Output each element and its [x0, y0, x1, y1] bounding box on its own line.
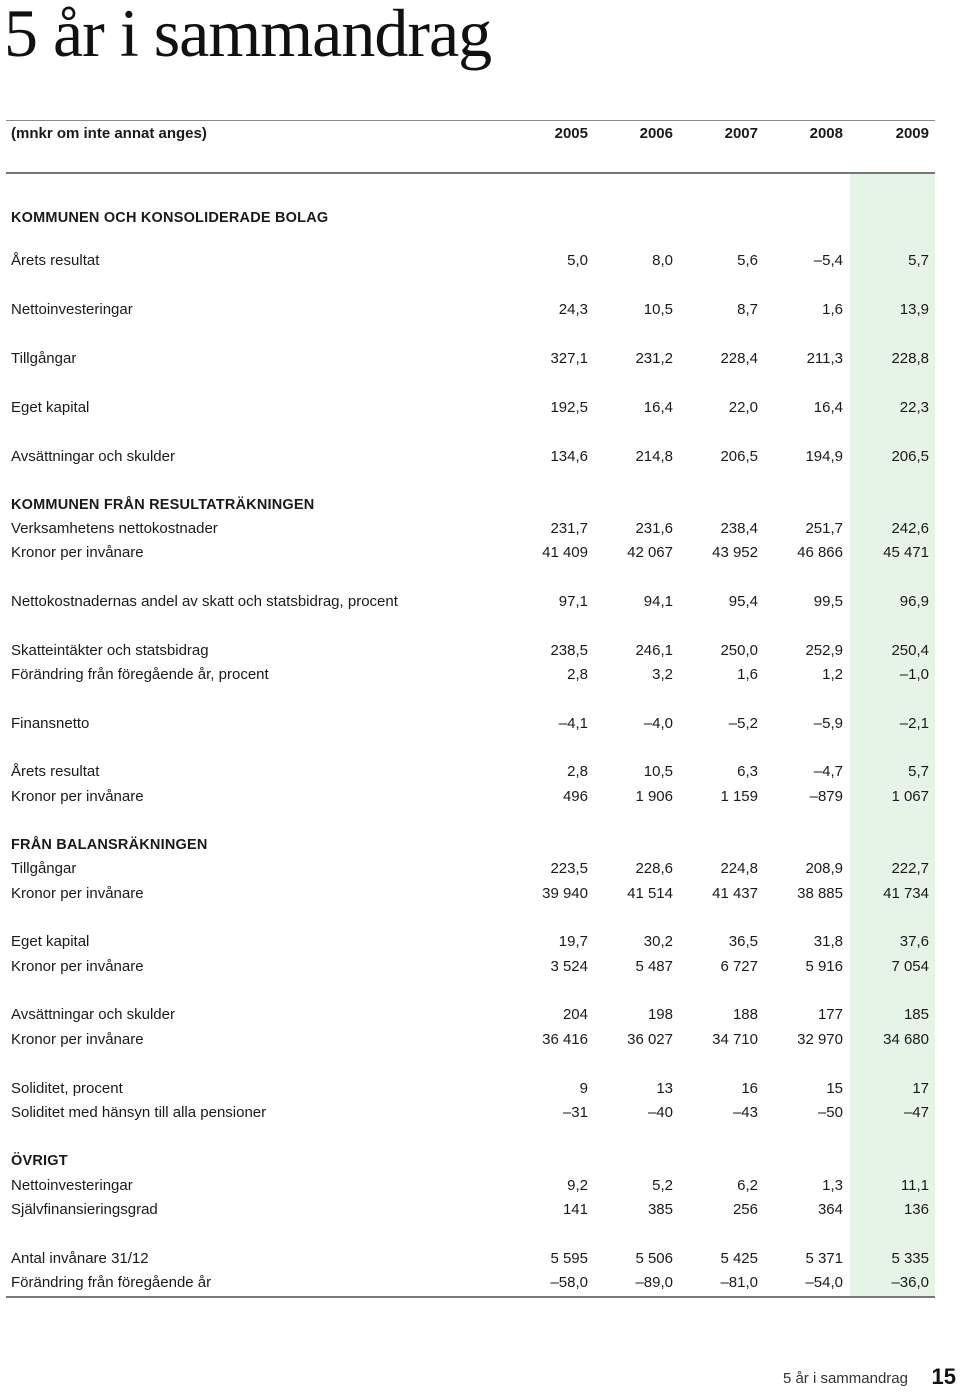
cell-value-2008: 251,7	[805, 520, 843, 537]
cell-value-2008: 99,5	[813, 593, 843, 610]
cell-value-2008: 38 885	[797, 885, 843, 902]
table-row	[6, 639, 935, 663]
cell-value-2009: 22,3	[899, 399, 929, 416]
row-label: Eget kapital	[11, 399, 90, 416]
cell-value-2008: 32 970	[797, 1031, 843, 1048]
cell-value-2007: 1,6	[737, 666, 758, 683]
table-row	[6, 1247, 935, 1271]
page-footer	[660, 1364, 960, 1394]
cell-value-2006: 5 506	[635, 1250, 673, 1267]
table-row	[6, 930, 935, 954]
table-header-rule	[6, 172, 935, 174]
cell-value-2005: 231,7	[550, 520, 588, 537]
cell-value-2007: 1 159	[720, 788, 758, 805]
cell-value-2006: 231,2	[635, 350, 673, 367]
cell-value-2007: 95,4	[728, 593, 758, 610]
row-label: Förändring från föregående år	[11, 1274, 212, 1291]
table-row	[6, 590, 935, 614]
cell-value-2006: –40	[647, 1104, 673, 1121]
table-row	[6, 882, 935, 906]
cell-value-2009: 45 471	[883, 544, 929, 561]
row-label: Nettoinvesteringar	[11, 301, 133, 318]
cell-value-2006: 94,1	[643, 593, 673, 610]
cell-value-2005: 2,8	[567, 763, 588, 780]
cell-value-2008: 46 866	[797, 544, 843, 561]
cell-value-2006: 16,4	[643, 399, 673, 416]
row-label: Kronor per invånare	[11, 788, 144, 805]
cell-value-2009: 41 734	[883, 885, 929, 902]
cell-value-2007: –81,0	[720, 1274, 758, 1291]
cell-value-2005: 97,1	[558, 593, 588, 610]
cell-value-2006: 10,5	[643, 763, 673, 780]
cell-value-2006: 42 067	[627, 544, 673, 561]
cell-value-2007: 224,8	[720, 860, 758, 877]
cell-value-2006: 214,8	[635, 448, 673, 465]
table-row	[6, 396, 935, 420]
cell-value-2005: 2,8	[567, 666, 588, 683]
table-row	[6, 785, 935, 809]
row-label: Nettokostnadernas andel av skatt och statsbidrag, procent	[11, 593, 398, 610]
cell-value-2005: –58,0	[550, 1274, 588, 1291]
cell-value-2006: 3,2	[652, 666, 673, 683]
cell-value-2009: 5,7	[908, 252, 929, 269]
cell-value-2006: 13	[656, 1080, 673, 1097]
cell-value-2005: 327,1	[550, 350, 588, 367]
table-row	[6, 298, 935, 322]
cell-value-2008: 5 371	[805, 1250, 843, 1267]
cell-value-2005: 41 409	[542, 544, 588, 561]
cell-value-2007: 238,4	[720, 520, 758, 537]
cell-value-2006: –89,0	[635, 1274, 673, 1291]
row-label: Årets resultat	[11, 763, 100, 780]
cell-value-2005: 39 940	[542, 885, 588, 902]
cell-value-2007: 36,5	[728, 933, 758, 950]
cell-value-2007: 22,0	[728, 399, 758, 416]
cell-value-2009: –47	[903, 1104, 929, 1121]
cell-value-2009: 96,9	[899, 593, 929, 610]
page-title: 5 år i sammandrag	[4, 0, 492, 71]
cell-value-2005: 5 595	[550, 1250, 588, 1267]
table-header-row	[6, 122, 935, 146]
cell-value-2009: 242,6	[891, 520, 929, 537]
row-label: Verksamhetens nettokostnader	[11, 520, 218, 537]
cell-value-2008: 1,2	[822, 666, 843, 683]
cell-value-2008: –50	[817, 1104, 843, 1121]
table-row	[6, 760, 935, 784]
cell-value-2005: 24,3	[558, 301, 588, 318]
table-bottom-rule	[6, 1296, 935, 1298]
row-label: Kronor per invånare	[11, 958, 144, 975]
cell-value-2006: 385	[647, 1201, 673, 1218]
table-row	[6, 1271, 935, 1295]
row-label: Antal invånare 31/12	[11, 1250, 149, 1267]
cell-value-2008: –5,9	[813, 715, 843, 732]
cell-value-2008: 211,3	[806, 350, 843, 367]
page-number: 15	[931, 1364, 956, 1389]
cell-value-2007: 250,0	[720, 642, 758, 659]
cell-value-2007: 43 952	[712, 544, 758, 561]
cell-value-2006: 246,1	[635, 642, 673, 659]
cell-value-2008: 1,3	[822, 1177, 843, 1194]
cell-value-2006: 8,0	[652, 252, 673, 269]
row-label: Eget kapital	[11, 933, 90, 950]
row-label: Årets resultat	[11, 252, 100, 269]
cell-value-2009: 222,7	[891, 860, 929, 877]
table-row	[6, 955, 935, 979]
cell-value-2005: 134,6	[550, 448, 588, 465]
cell-value-2007: 256	[732, 1201, 758, 1218]
cell-value-2005: 238,5	[550, 642, 588, 659]
row-label: Tillgångar	[11, 860, 77, 877]
year-header: 2005	[554, 125, 588, 142]
cell-value-2005: 19,7	[558, 933, 588, 950]
cell-value-2008: 1,6	[822, 301, 843, 318]
row-label: Skatteintäkter och statsbidrag	[11, 642, 209, 659]
year-header: 2007	[724, 125, 758, 142]
cell-value-2009: 228,8	[891, 350, 929, 367]
cell-value-2007: 188	[732, 1006, 758, 1023]
cell-value-2009: 17	[912, 1080, 929, 1097]
cell-value-2008: 208,9	[805, 860, 843, 877]
cell-value-2007: 6 727	[720, 958, 758, 975]
cell-value-2005: 3 524	[550, 958, 588, 975]
unit-label: (mnkr om inte annat anges)	[11, 125, 207, 142]
table-row	[6, 347, 935, 371]
cell-value-2005: 9	[579, 1080, 588, 1097]
cell-value-2005: 192,5	[550, 399, 588, 416]
cell-value-2009: 1 067	[891, 788, 929, 805]
cell-value-2009: 11,1	[900, 1177, 929, 1194]
cell-value-2006: 5,2	[652, 1177, 673, 1194]
row-label: Soliditet, procent	[11, 1080, 123, 1097]
row-label: Avsättningar och skulder	[11, 1006, 175, 1023]
cell-value-2005: 141	[562, 1201, 588, 1218]
row-label: Nettoinvesteringar	[11, 1177, 133, 1194]
cell-value-2008: 177	[817, 1006, 843, 1023]
cell-value-2009: 206,5	[891, 448, 929, 465]
cell-value-2009: 13,9	[899, 301, 929, 318]
cell-value-2009: 5 335	[891, 1250, 929, 1267]
cell-value-2009: 136	[903, 1201, 929, 1218]
cell-value-2009: 37,6	[899, 933, 929, 950]
cell-value-2007: 5 425	[720, 1250, 758, 1267]
table-row	[6, 517, 935, 541]
table-row	[6, 663, 935, 687]
cell-value-2005: 496	[562, 788, 588, 805]
cell-value-2007: 8,7	[737, 301, 758, 318]
cell-value-2008: –4,7	[813, 763, 843, 780]
cell-value-2008: 15	[826, 1080, 843, 1097]
year-header: 2006	[639, 125, 673, 142]
summary-table	[6, 120, 935, 1298]
table-row	[6, 445, 935, 469]
table-row	[6, 712, 935, 736]
cell-value-2006: 30,2	[643, 933, 673, 950]
cell-value-2005: 9,2	[567, 1177, 588, 1194]
cell-value-2008: 5 916	[805, 958, 843, 975]
cell-value-2007: 34 710	[712, 1031, 758, 1048]
cell-value-2009: 185	[903, 1006, 929, 1023]
cell-value-2007: 41 437	[712, 885, 758, 902]
cell-value-2008: 16,4	[813, 399, 843, 416]
row-label: Finansnetto	[11, 715, 90, 732]
cell-value-2007: 5,6	[737, 252, 758, 269]
cell-value-2007: 6,3	[737, 763, 758, 780]
table-row	[6, 1174, 935, 1198]
cell-value-2009: 250,4	[891, 642, 929, 659]
cell-value-2008: 31,8	[813, 933, 843, 950]
cell-value-2008: 364	[817, 1201, 843, 1218]
cell-value-2008: 252,9	[805, 642, 843, 659]
cell-value-2007: 6,2	[737, 1177, 758, 1194]
cell-value-2007: 16	[741, 1080, 758, 1097]
cell-value-2008: 194,9	[805, 448, 843, 465]
footer-section-label: 5 år i sammandrag	[782, 1370, 908, 1387]
cell-value-2006: 41 514	[627, 885, 673, 902]
table-top-rule	[6, 120, 935, 121]
section-heading: ÖVRIGT	[11, 1153, 68, 1169]
cell-value-2005: 223,5	[550, 860, 588, 877]
table-row	[6, 1028, 935, 1052]
row-label: Självfinansieringsgrad	[11, 1201, 158, 1218]
cell-value-2009: 7 054	[891, 958, 929, 975]
cell-value-2006: 228,6	[635, 860, 673, 877]
cell-value-2005: –4,1	[558, 715, 588, 732]
cell-value-2007: –5,2	[728, 715, 758, 732]
table-row	[6, 249, 935, 273]
row-label: Kronor per invånare	[11, 1031, 144, 1048]
section-heading: FRÅN BALANSRÄKNINGEN	[11, 837, 208, 853]
cell-value-2007: –43	[732, 1104, 758, 1121]
cell-value-2009: –1,0	[899, 666, 929, 683]
year-header: 2008	[809, 125, 843, 142]
cell-value-2006: 1 906	[635, 788, 673, 805]
cell-value-2008: –54,0	[805, 1274, 843, 1291]
cell-value-2006: 10,5	[643, 301, 673, 318]
table-row	[6, 1003, 935, 1027]
cell-value-2005: 36 416	[542, 1031, 588, 1048]
cell-value-2009: 5,7	[908, 763, 929, 780]
section-heading: KOMMUNEN FRÅN RESULTATRÄKNINGEN	[11, 497, 315, 513]
cell-value-2005: 5,0	[567, 252, 588, 269]
row-label: Kronor per invånare	[11, 885, 144, 902]
table-row	[6, 857, 935, 881]
cell-value-2007: 228,4	[720, 350, 758, 367]
table-row	[6, 541, 935, 565]
row-label: Avsättningar och skulder	[11, 448, 175, 465]
cell-value-2006: 198	[647, 1006, 673, 1023]
cell-value-2005: –31	[562, 1104, 588, 1121]
section-heading: KOMMUNEN OCH KONSOLIDERADE BOLAG	[11, 210, 329, 226]
cell-value-2006: –4,0	[643, 715, 673, 732]
table-row	[6, 1101, 935, 1125]
row-label: Förändring från föregående år, procent	[11, 666, 269, 683]
cell-value-2008: –879	[809, 788, 843, 805]
table-row	[6, 1077, 935, 1101]
row-label: Soliditet med hänsyn till alla pensioner	[11, 1104, 267, 1121]
cell-value-2006: 231,6	[635, 520, 673, 537]
cell-value-2009: –2,1	[899, 715, 929, 732]
table-row	[6, 1198, 935, 1222]
cell-value-2009: –36,0	[891, 1274, 929, 1291]
row-label: Kronor per invånare	[11, 544, 144, 561]
cell-value-2007: 206,5	[720, 448, 758, 465]
row-label: Tillgångar	[11, 350, 77, 367]
cell-value-2006: 5 487	[635, 958, 673, 975]
cell-value-2009: 34 680	[883, 1031, 929, 1048]
year-header: 2009	[895, 125, 929, 142]
cell-value-2008: –5,4	[813, 252, 843, 269]
cell-value-2006: 36 027	[627, 1031, 673, 1048]
cell-value-2005: 204	[562, 1006, 588, 1023]
